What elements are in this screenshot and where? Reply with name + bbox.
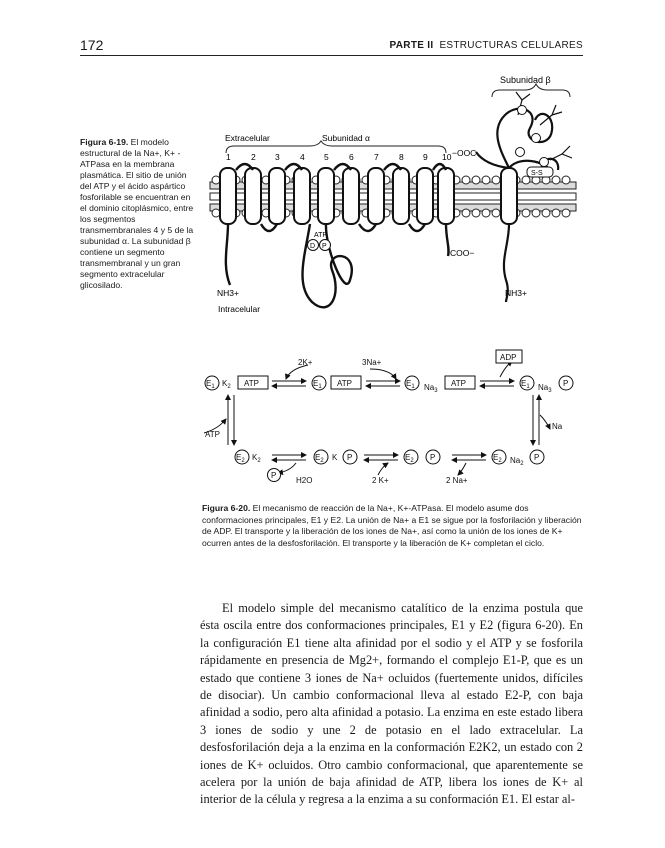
svg-text:E1: $E_1$ bbox=[521, 379, 530, 390]
svg-text:E2: $E_2$ bbox=[405, 453, 414, 464]
na-binding-arrow bbox=[370, 369, 396, 379]
segment-number: 2 bbox=[251, 152, 256, 162]
svg-text:P: P bbox=[430, 453, 436, 462]
svg-text:ATP: ATP bbox=[244, 379, 259, 388]
svg-text:E2: $E_2$ bbox=[493, 453, 502, 464]
k2-out-label: 2K+ bbox=[298, 358, 313, 367]
beta-bracket bbox=[492, 84, 570, 97]
svg-text:E1: $E_1$ bbox=[406, 379, 415, 390]
svg-text:P: P bbox=[271, 471, 277, 480]
svg-text:P: P bbox=[563, 379, 569, 388]
segment-numbers bbox=[226, 152, 452, 162]
h2o-label: H2O bbox=[296, 476, 313, 485]
svg-text:Na2: $Na_2$ bbox=[510, 456, 524, 467]
body-text bbox=[200, 600, 583, 809]
label-subunidad-beta: Subunidad β bbox=[500, 75, 551, 85]
label-extracelular: Extracelular bbox=[225, 133, 270, 143]
adp-label: ADP bbox=[500, 353, 517, 362]
k-binding-arrow bbox=[378, 463, 388, 475]
d-site-label: D bbox=[310, 243, 316, 250]
part-label: PARTE II bbox=[389, 40, 434, 51]
k-release-arrow bbox=[286, 365, 308, 379]
svg-text:K2: $K_2$ bbox=[222, 379, 231, 390]
svg-text:Na3: $Na_3$ bbox=[424, 383, 438, 394]
figure-6-20-caption bbox=[202, 503, 584, 549]
svg-text:E2: $E_2$ bbox=[315, 453, 324, 464]
figure-6-20-caption-text: El mecanismo de reacción de la Na+, K+-ATPasa. El modelo asume dos conformaciones principales, E1 y E2. La unión de Na+ a E1 se sigue por la fosforilación y liberación de ADP. El transporte y la liberación de los iones de Na+, así como la unión de los iones de K+ ocurren antes de la desfosforilación. El transporte y la liberación de K+ completan el ciclo. bbox=[202, 503, 582, 548]
segment-number: 1 bbox=[226, 152, 231, 162]
figure-6-19-diagram bbox=[200, 70, 584, 320]
alpha-nh3-label: NH3+ bbox=[217, 288, 239, 298]
svg-text:E1: $E_1$ bbox=[313, 379, 322, 390]
running-header bbox=[390, 40, 583, 51]
segment-number: 6 bbox=[349, 152, 354, 162]
phosphate-release-arrow bbox=[278, 463, 296, 473]
figure-6-19-label: Figura 6-19. bbox=[80, 137, 129, 147]
svg-text:P: P bbox=[534, 453, 540, 462]
atp-side-label: ATP bbox=[205, 430, 220, 439]
k2-in-label: 2 K+ bbox=[372, 476, 389, 485]
segment-number: 7 bbox=[374, 152, 379, 162]
body-paragraph: El modelo simple del mecanismo catalítico de la enzima postula que ésta oscila entre dos conformaciones principales, E1 y E2 (figura 6-20). En la configuración E1 tiene alta afinidad por el sodio y el ATP y se fosforila rápidamente en presencia de Mg2+, formando el complejo E1-P, que es un estado que contiene 3 iones de Na+ ocluidos (fuertemente unidos, difíciles de disociar). Un cambio conformacional lleva al estado E2-P, con baja afinidad a sodio, pero alta afinidad a potasio. La enzima en este estado libera 3 iones de sodio y une 2 de potasio en el lado extracelular. La desfosforilación deja a la enzima en la conformación E2K2, un estado con 2 iones de K+ ocluidos. Otro cambio conformacional, que aparentemente se acelera por la unión de baja afinidad de ATP, libera los iones de K+ al interior de la célula y regresa a la enzima a su conformación E1. El estar al- bbox=[200, 601, 583, 807]
header-rule bbox=[80, 55, 583, 56]
alpha-coo-label: COO− bbox=[450, 248, 475, 258]
figure-6-20-diagram bbox=[200, 345, 584, 495]
svg-text:K: K bbox=[332, 453, 338, 462]
segment-number: 9 bbox=[423, 152, 428, 162]
figure-6-20-label: Figura 6-20. bbox=[202, 503, 251, 513]
beta-nh3-label: NH3+ bbox=[505, 288, 527, 298]
label-subunidad-alfa: Subunidad α bbox=[322, 133, 370, 143]
svg-text:P: P bbox=[347, 453, 353, 462]
segment-number: 8 bbox=[399, 152, 404, 162]
segment-number: 5 bbox=[324, 152, 329, 162]
svg-text:ATP: ATP bbox=[337, 379, 352, 388]
svg-text:ATP: ATP bbox=[451, 379, 466, 388]
na-side-label: Na bbox=[552, 422, 563, 431]
segment-number: 4 bbox=[300, 152, 305, 162]
section-title: ESTRUCTURAS CELULARES bbox=[439, 40, 583, 51]
label-intracelular: Intracelular bbox=[218, 304, 261, 314]
svg-text:K2: $K_2$ bbox=[252, 453, 261, 464]
svg-text:E2: $E_2$ bbox=[236, 453, 245, 464]
p-site-label: P bbox=[322, 243, 327, 250]
beta-helix bbox=[501, 168, 517, 224]
ss-bond-label: S-S bbox=[531, 170, 543, 177]
na2-out-label: 2 Na+ bbox=[446, 476, 468, 485]
na-release-arrow bbox=[458, 463, 466, 475]
svg-text:E1: $E_1$ bbox=[206, 379, 215, 390]
segment-number: 3 bbox=[275, 152, 280, 162]
na3-in-label: 3Na+ bbox=[362, 358, 382, 367]
page-number: 172 bbox=[80, 37, 104, 53]
atp-site-label: ATP bbox=[314, 232, 328, 239]
na-release-arrow bbox=[540, 415, 550, 429]
figure-6-19-caption-text: El modelo estructural de la Na+, K+ -ATPasa en la membrana plasmática. El sitio de unión del ATP y el ácido aspártico fosforilable se encuentran en el dominio citoplásmico, entre los segmentos transmembranales 4 y 5 de la subunidad α. La subunidad β contiene un segmento transmembranal y un gran segmento extracelular glicosilado. bbox=[80, 137, 194, 290]
segment-number: 10 bbox=[442, 152, 452, 162]
svg-text:Na3: $Na_3$ bbox=[538, 383, 552, 394]
figure-6-19-caption bbox=[80, 137, 197, 291]
beta-ooc-label: −OOC bbox=[452, 148, 477, 158]
